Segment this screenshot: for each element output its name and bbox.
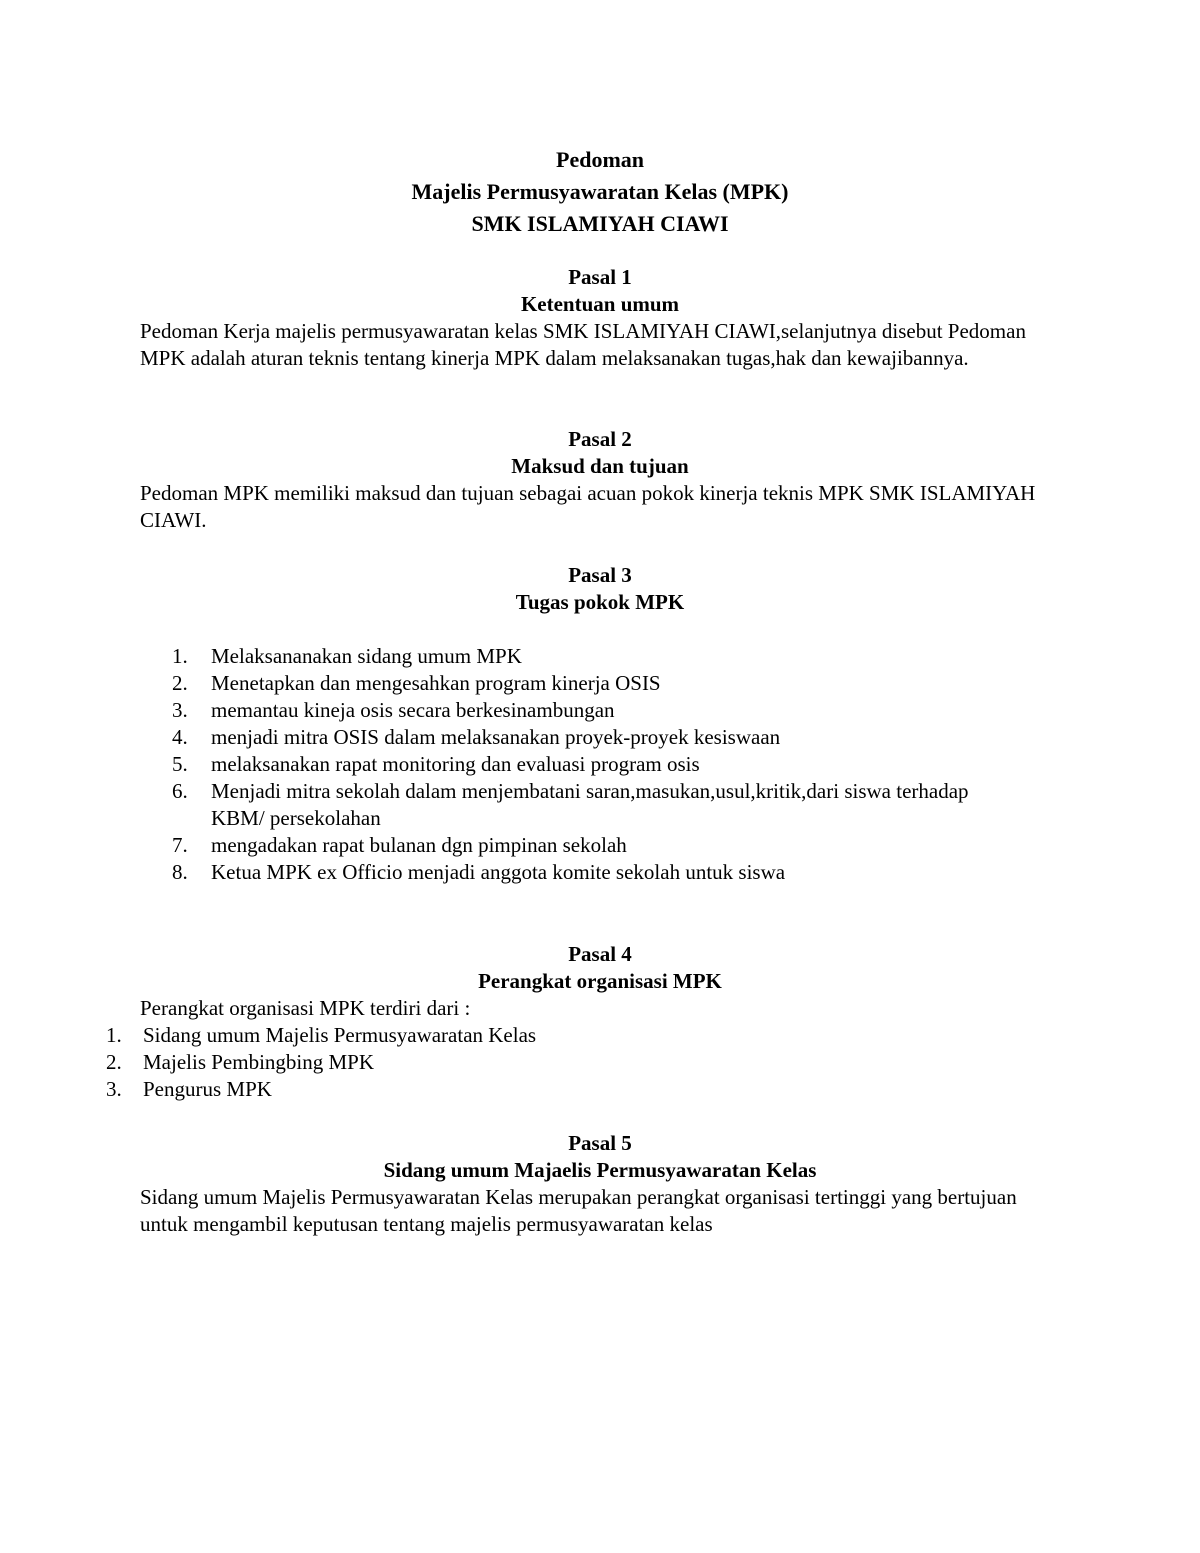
list-text: Pengurus MPK [143, 1077, 272, 1101]
list-text: Sidang umum Majelis Permusyawaratan Kelas [143, 1023, 537, 1047]
document-title [0, 144, 1200, 240]
list-number: 4. [172, 725, 188, 749]
list-item [0, 832, 1011, 859]
pasal-3-section [0, 562, 1200, 886]
list-text: Majelis Pembingbing MPK [143, 1050, 375, 1074]
pasal-5-text: Sidang umum Majelis Permusyawaratan Kelas merupakan perangkat organisasi tertinggi yang bertujuan untuk mengambil keputusan tentang majelis permusyawaratan kelas [140, 1185, 1017, 1236]
pasal-2-text: Pedoman MPK memiliki maksud dan tujuan sebagai acuan pokok kinerja teknis MPK SMK ISLAMIYAH CIAWI. [140, 481, 1036, 532]
list-text: Menetapkan dan mengesahkan program kinerja OSIS [211, 671, 661, 695]
list-item [0, 643, 1011, 670]
list-text: melaksanakan rapat monitoring dan evaluasi program osis [211, 752, 700, 776]
title-line-3: SMK ISLAMIYAH CIAWI [471, 211, 729, 236]
pasal-3-heading: Tugas pokok MPK [515, 590, 685, 614]
pasal-3-label: Pasal 3 [568, 563, 632, 587]
list-text: Menjadi mitra sekolah dalam menjembatani saran,masukan,usul,kritik,dari siswa terhadap KBM/ persekolahan [211, 779, 969, 830]
list-item [0, 670, 1011, 697]
list-item [0, 697, 1011, 724]
list-number: 8. [172, 860, 188, 884]
pasal-5-section [0, 1130, 1200, 1238]
list-item [0, 724, 1011, 751]
list-text: memantau kineja osis secara berkesinambungan [211, 698, 615, 722]
list-number: 7. [172, 833, 188, 857]
pasal-3-list [0, 643, 1200, 886]
pasal-4-label: Pasal 4 [568, 942, 632, 966]
pasal-1-heading: Ketentuan umum [520, 292, 680, 316]
pasal-5-heading: Sidang umum Majaelis Permusyawaratan Kelas [383, 1158, 817, 1182]
list-item [0, 778, 991, 832]
pasal-1-section [0, 264, 1200, 372]
list-text: Melaksananakan sidang umum MPK [211, 644, 522, 668]
list-item [0, 1049, 1200, 1076]
title-line-1: Pedoman [556, 147, 644, 172]
list-number: 5. [172, 752, 188, 776]
pasal-4-section [0, 941, 1200, 1103]
list-number: 3. [172, 698, 188, 722]
list-item [0, 1022, 1200, 1049]
list-number: 3. [106, 1077, 122, 1101]
list-number: 6. [172, 779, 188, 803]
list-item [0, 859, 1011, 886]
title-line-2: Majelis Permusyawaratan Kelas (MPK) [411, 179, 789, 204]
pasal-4-intro: Perangkat organisasi MPK terdiri dari : [140, 996, 471, 1020]
pasal-5-label: Pasal 5 [568, 1131, 632, 1155]
pasal-2-section [0, 426, 1200, 534]
list-text: mengadakan rapat bulanan dgn pimpinan sekolah [211, 833, 627, 857]
list-text: menjadi mitra OSIS dalam melaksanakan proyek-proyek kesiswaan [211, 725, 781, 749]
list-item [0, 1076, 1200, 1103]
pasal-2-heading: Maksud dan tujuan [511, 454, 689, 478]
pasal-4-list [0, 1022, 1200, 1103]
list-number: 1. [106, 1023, 122, 1047]
pasal-1-text: Pedoman Kerja majelis permusyawaratan kelas SMK ISLAMIYAH CIAWI,selanjutnya disebut Pedoman MPK adalah aturan teknis tentang kinerja MPK dalam melaksanakan tugas,hak dan kewajibannya. [140, 319, 1026, 370]
list-item [0, 751, 1011, 778]
pasal-1-label: Pasal 1 [568, 265, 632, 289]
pasal-2-label: Pasal 2 [568, 427, 632, 451]
list-text: Ketua MPK ex Officio menjadi anggota komite sekolah untuk siswa [211, 860, 786, 884]
list-number: 1. [172, 644, 188, 668]
list-number: 2. [172, 671, 188, 695]
pasal-4-heading: Perangkat organisasi MPK [478, 969, 722, 993]
list-number: 2. [106, 1050, 122, 1074]
